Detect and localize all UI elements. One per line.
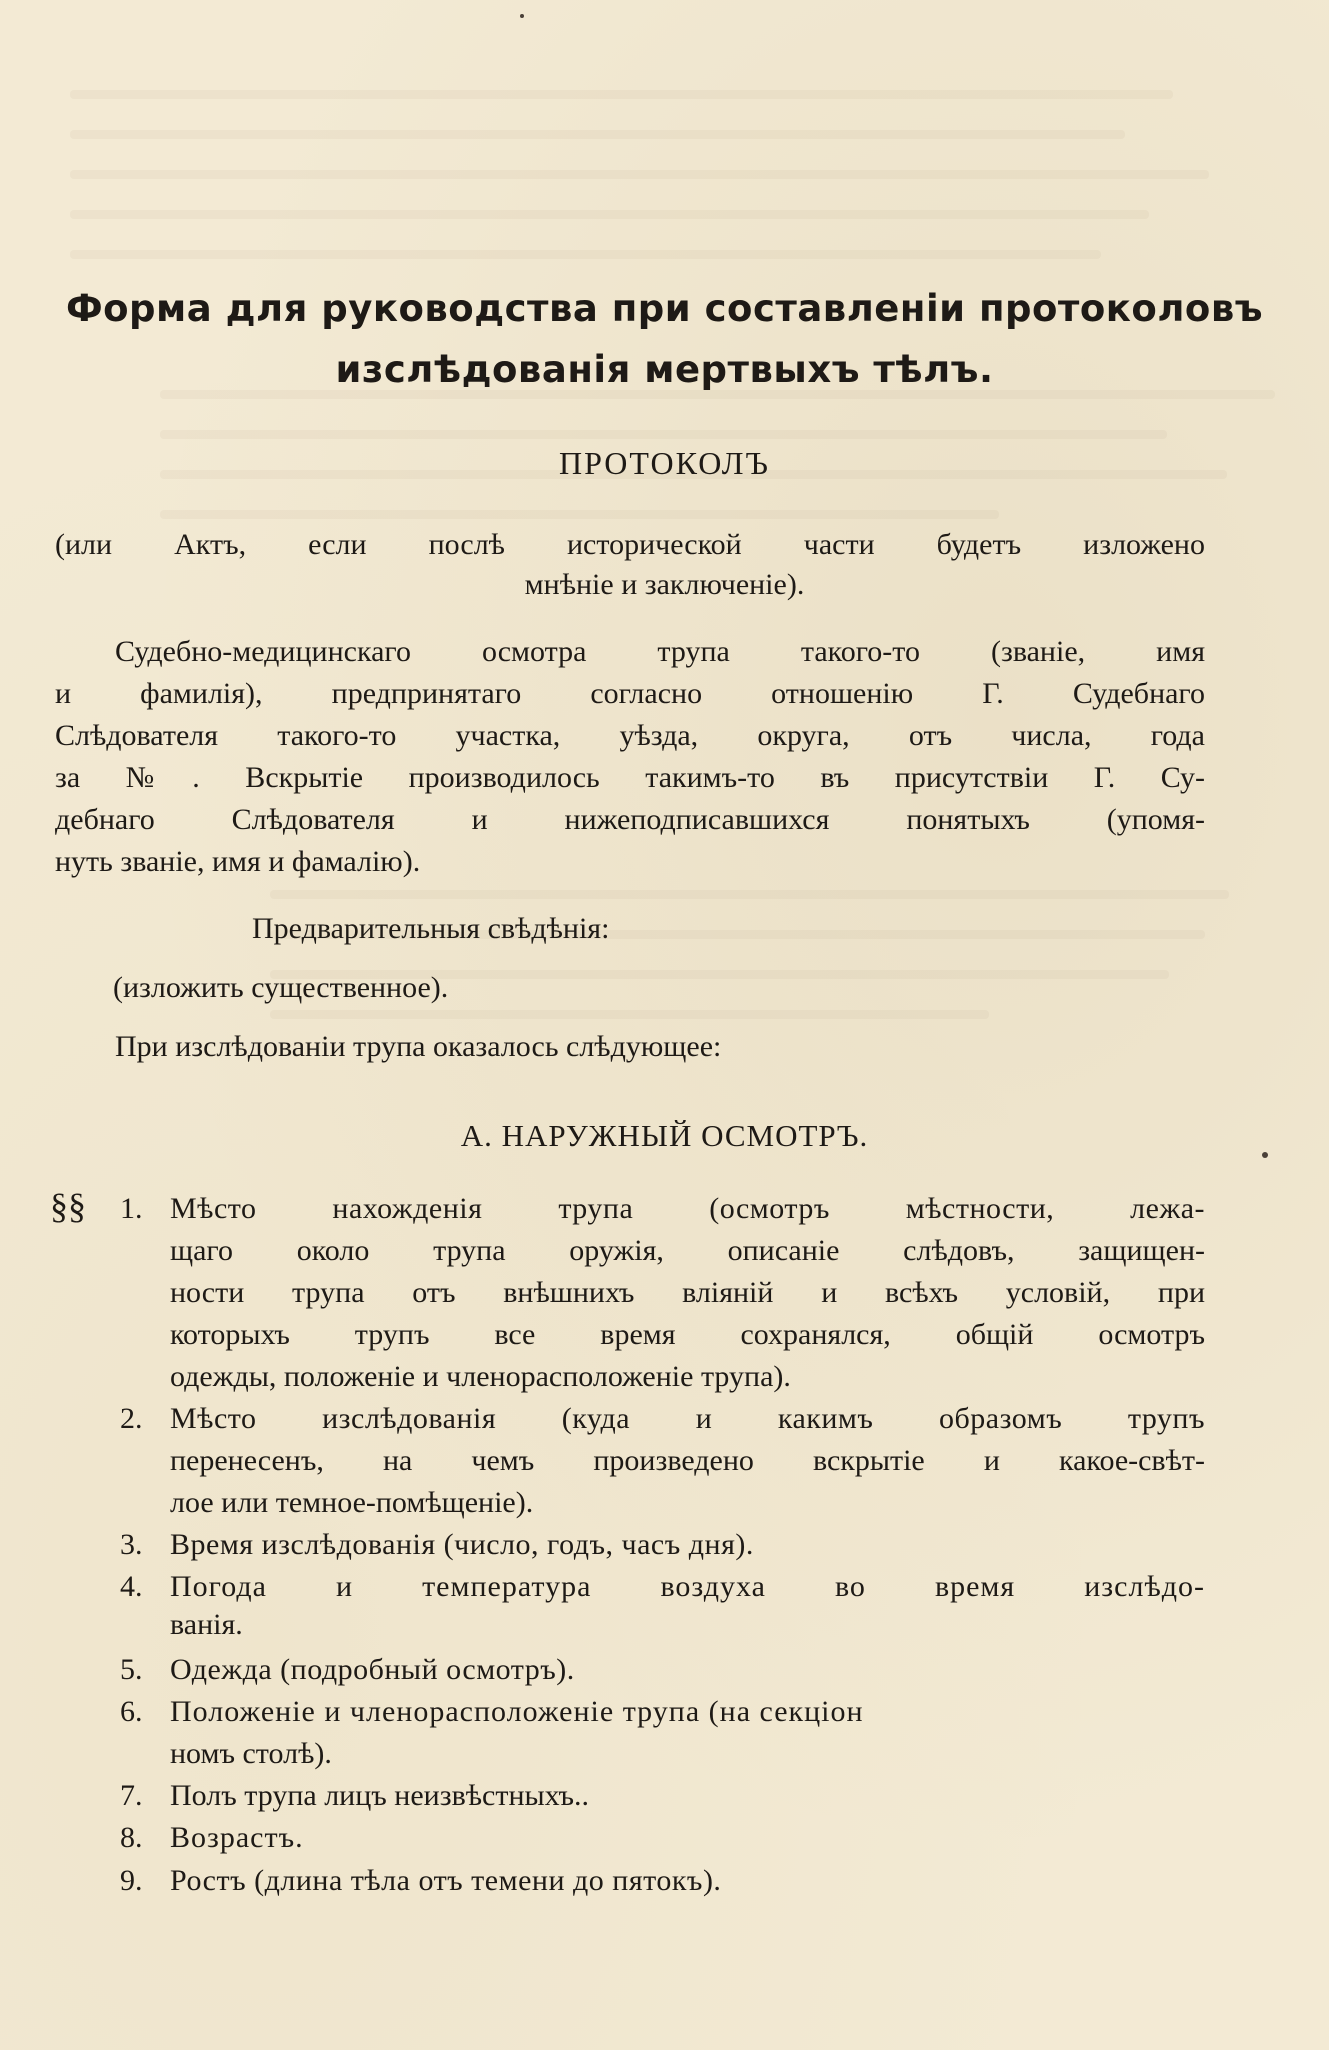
- item-line: перенесенъ, на чемъ произведено вскрытіе и какое-свѣт-: [170, 1444, 1205, 1477]
- item-line: Ростъ (длина тѣла отъ темени до пятокъ).: [170, 1864, 722, 1897]
- item-line: Мѣсто нахожденія трупа (осмотръ мѣстности, лежа-: [170, 1192, 1205, 1225]
- item-line: ности трупа отъ внѣшнихъ вліяній и всѣхъ условій, при: [170, 1276, 1205, 1309]
- item-number: 3.: [120, 1528, 143, 1561]
- item-line: Мѣсто изслѣдованія (куда и какимъ образомъ трупъ: [170, 1402, 1205, 1435]
- item-line: лое или темное-помѣщеніе).: [170, 1486, 534, 1519]
- intro-paragraph-line: и фамилія), предпринятаго согласно отношенію Г. Судебнаго: [55, 677, 1205, 710]
- intro-paragraph-line: дебнаго Слѣдователя и нижеподписавшихся понятыхъ (упомя-: [55, 803, 1205, 836]
- document-title-line-1: Форма для руководства при составленіи протоколовъ: [65, 287, 1264, 330]
- item-number: 1.: [120, 1192, 143, 1225]
- item-number: 9.: [120, 1864, 143, 1897]
- item-number: 4.: [120, 1570, 143, 1603]
- item-number: 2.: [120, 1402, 143, 1435]
- intro-paragraph-line: Слѣдователя такого-то участка, уѣзда, округа, отъ числа, года: [55, 719, 1205, 752]
- item-line: Полъ трупа лицъ неизвѣстныхъ..: [170, 1779, 590, 1812]
- intro-paragraph-line: нуть званіе, имя и фамалію).: [55, 845, 421, 878]
- document-title-line-2: изслѣдованія мертвыхъ тѣлъ.: [335, 348, 994, 391]
- findings-intro: При изслѣдованіи трупа оказалось слѣдующее:: [115, 1030, 722, 1063]
- intro-paragraph-line: за №. Вскрытіе производилось такимъ-то въ присутствіи Г. Су-: [55, 761, 1205, 794]
- item-line: Возрастъ.: [170, 1821, 304, 1854]
- ink-speck: [1262, 1152, 1268, 1158]
- subtitle-line-1: (или Актъ, если послѣ исторической части будетъ изложено: [55, 528, 1205, 561]
- item-number: 8.: [120, 1821, 143, 1854]
- item-line: Одежда (подробный осмотръ).: [170, 1653, 575, 1686]
- intro-paragraph-line: Судебно-медицинскаго осмотра трупа такого-то (званіе, имя: [115, 635, 1205, 668]
- preliminary-note: (изложить существенное).: [113, 971, 449, 1004]
- item-line: ванія.: [170, 1608, 243, 1641]
- item-line: одежды, положеніе и членорасположеніе трупа).: [170, 1360, 791, 1393]
- section-heading: А. НАРУЖНЫЙ ОСМОТРЪ.: [460, 1118, 869, 1153]
- ink-speck: [520, 14, 524, 18]
- item-line: Погода и температура воздуха во время изслѣдо-: [170, 1570, 1205, 1603]
- item-line: Положеніе и членорасположеніе трупа (на секціон: [170, 1695, 864, 1728]
- protocol-heading: ПРОТОКОЛЪ: [559, 445, 770, 481]
- item-line: которыхъ трупъ все время сохранялся, общій осмотръ: [170, 1318, 1205, 1351]
- item-line: щаго около трупа оружія, описаніе слѣдовъ, защищен-: [170, 1234, 1205, 1267]
- item-line: номъ столѣ).: [170, 1737, 332, 1770]
- item-number: 7.: [120, 1779, 143, 1812]
- item-number: 6.: [120, 1695, 143, 1728]
- subtitle-line-2: мнѣніе и заключеніе).: [524, 568, 805, 601]
- preliminary-heading: Предварительныя свѣдѣнія:: [252, 912, 610, 945]
- item-number: 5.: [120, 1653, 143, 1686]
- section-mark: §§: [50, 1186, 86, 1226]
- item-line: Время изслѣдованія (число, годъ, часъ дня).: [170, 1528, 754, 1561]
